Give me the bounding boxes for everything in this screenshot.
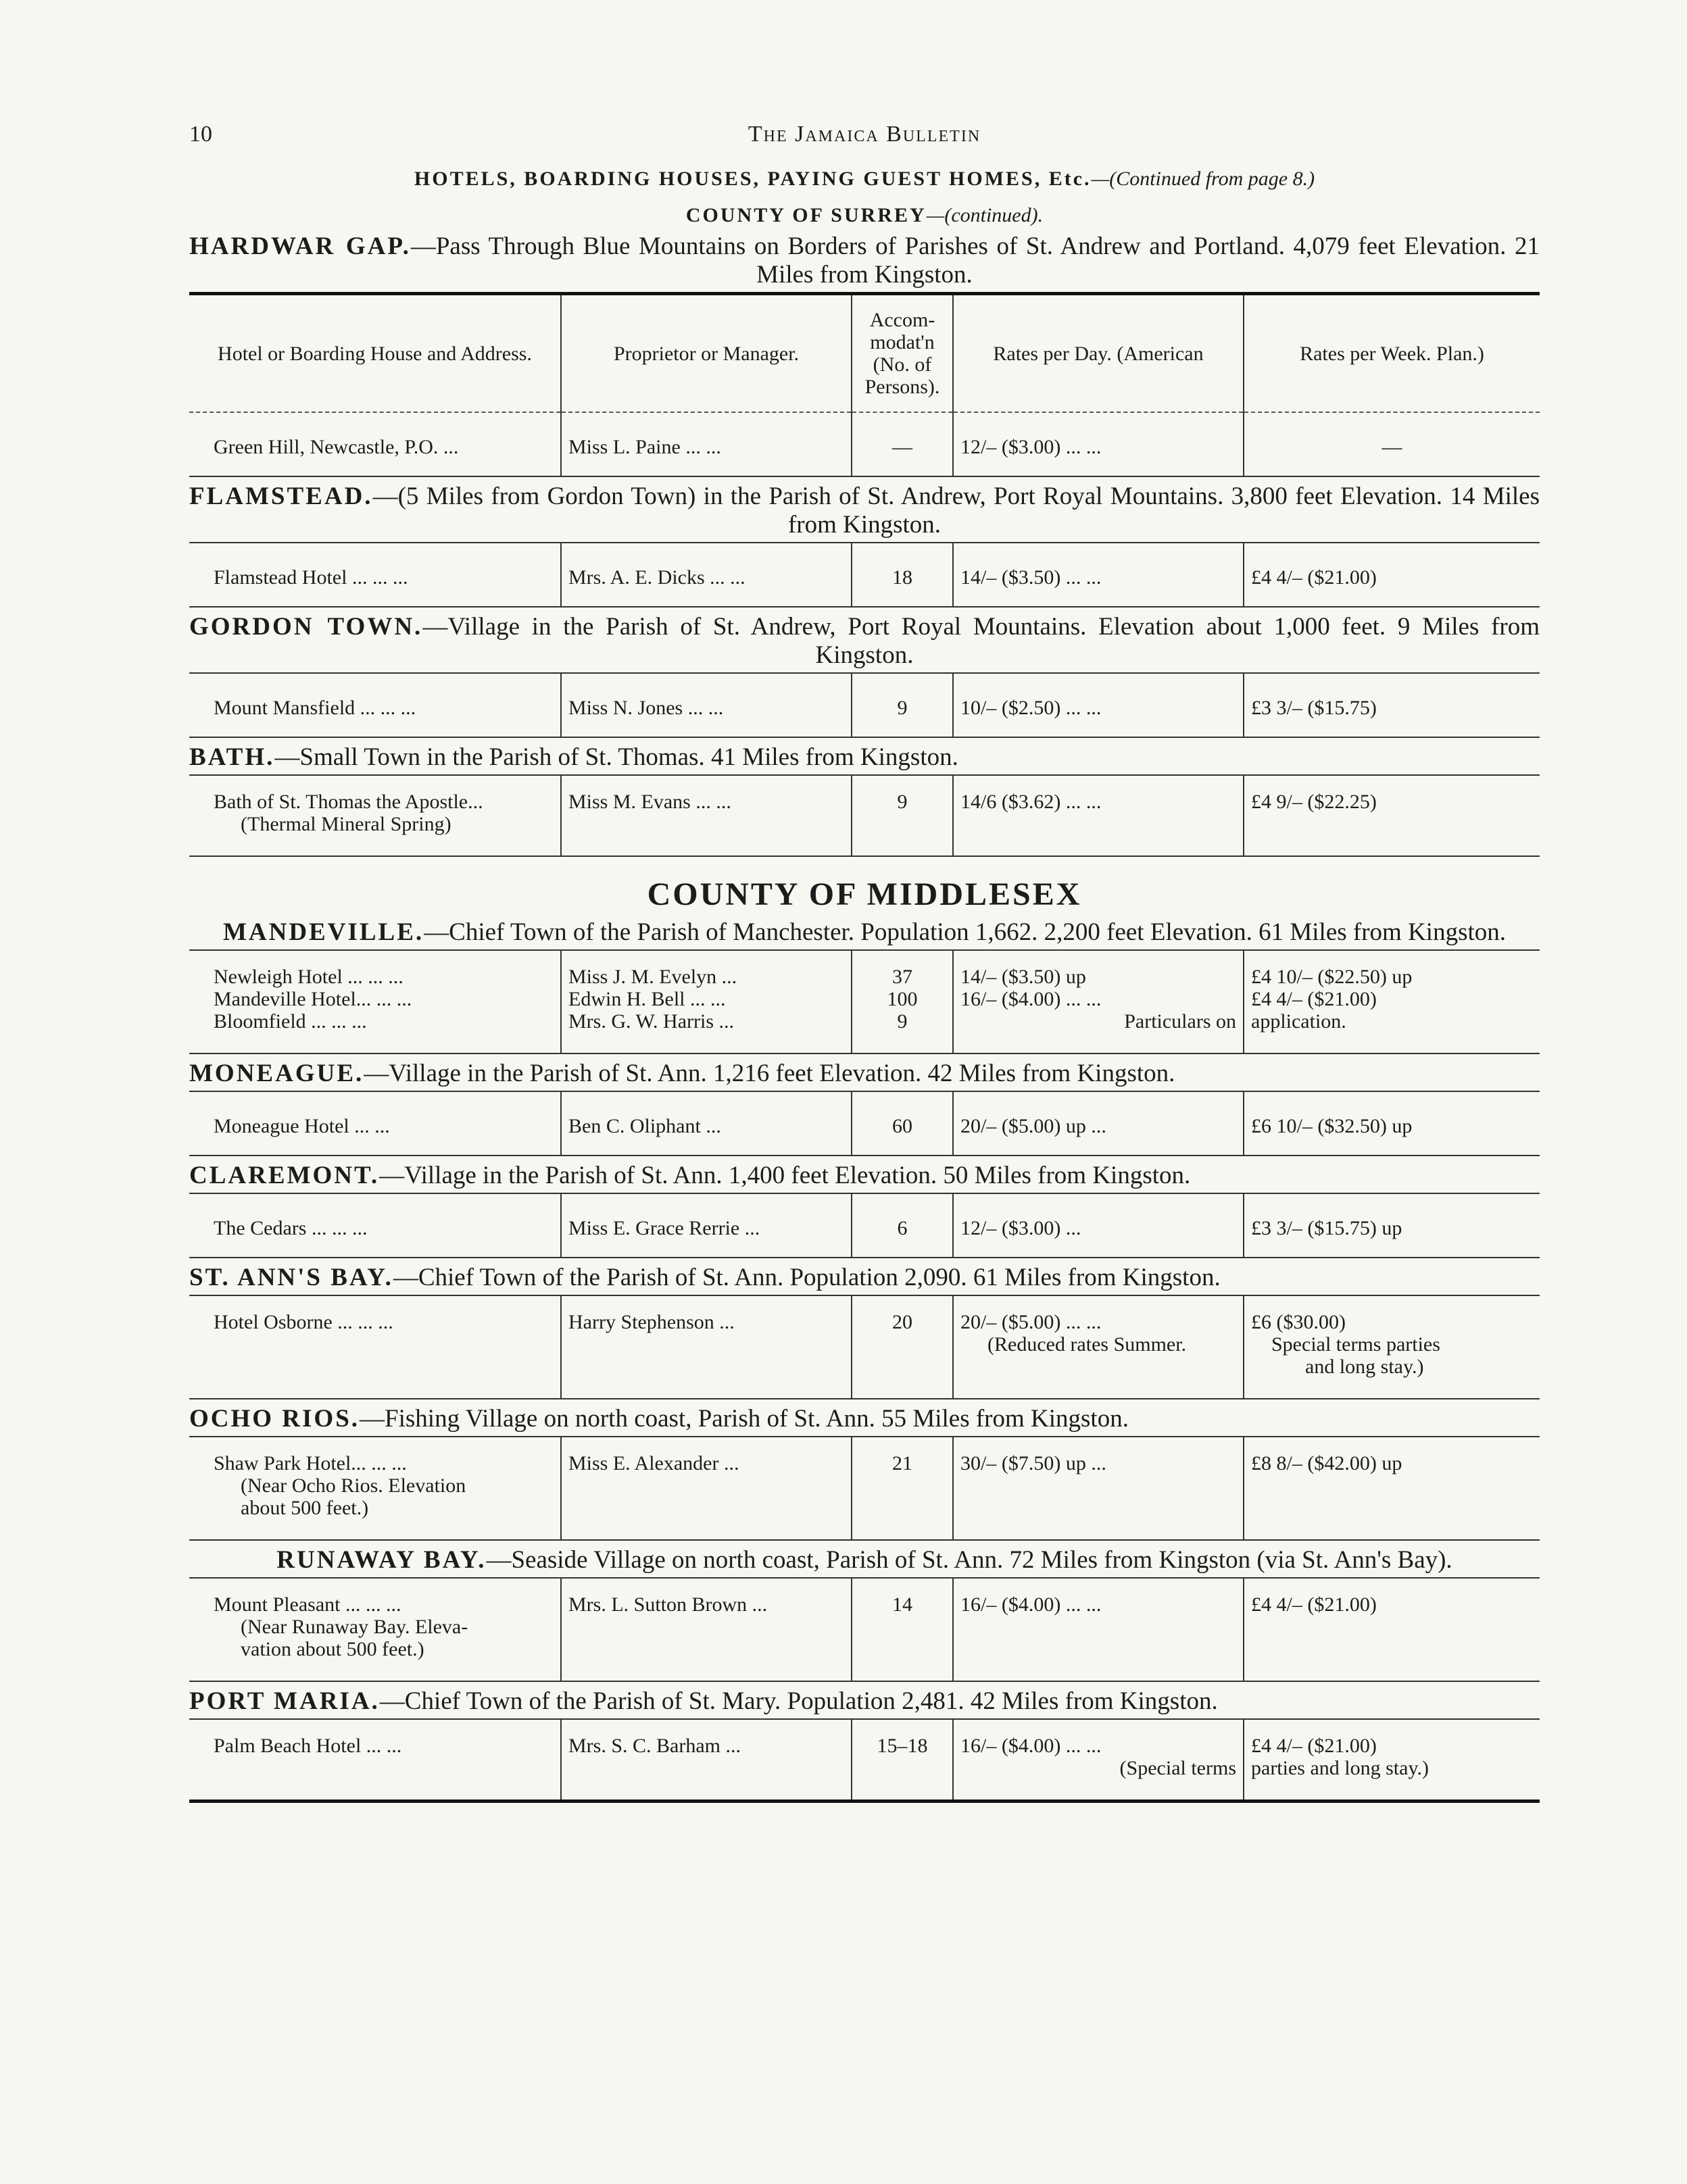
accommodation: 9 <box>852 776 953 856</box>
section-heading <box>189 743 1540 776</box>
proprietor-name: Miss J. M. Evelyn ... <box>568 966 737 988</box>
section-bath <box>189 743 1540 857</box>
proprietor-cell <box>561 951 852 1053</box>
section-runaway-bay <box>189 1546 1540 1682</box>
section-claremont <box>189 1162 1540 1258</box>
rate-note: Special terms parties <box>1271 1333 1440 1356</box>
rate-per-week: — <box>1244 413 1540 476</box>
table-row <box>189 1296 1540 1399</box>
accommodation: 6 <box>852 1194 953 1258</box>
rate-per-day: 14/6 ($3.62) ... ... <box>953 776 1244 856</box>
place-description: —Chief Town of the Parish of St. Ann. Population 2,090. 61 Miles from Kingston. <box>393 1264 1221 1291</box>
section-mandeville <box>189 918 1540 1054</box>
place-description: —(5 Miles from Gordon Town) in the Parish of St. Andrew, Port Royal Mountains. 3,800 feet Elevation. 14 Miles from Kingston. <box>372 482 1540 539</box>
hotel-name: Green Hill, Newcastle, P.O. ... <box>214 436 459 458</box>
proprietor-name: Miss M. Evans ... ... <box>561 776 852 856</box>
rate-per-day: Particulars on <box>1124 1010 1236 1033</box>
rate-per-week: £6 10/– ($32.50) up <box>1244 1092 1540 1156</box>
rate-per-day: 20/– ($5.00) ... ... <box>960 1311 1102 1333</box>
accommodation: 100 <box>887 988 918 1010</box>
accommodation: 18 <box>852 543 953 607</box>
accommodation: 9 <box>852 674 953 737</box>
rate-per-day: 14/– ($3.50) up <box>960 966 1086 988</box>
proprietor-name: Miss E. Grace Rerrie ... <box>561 1194 852 1258</box>
section-heading <box>189 1060 1540 1092</box>
accommodation: 20 <box>852 1296 953 1399</box>
place-name: GORDON TOWN. <box>189 613 423 641</box>
rate-per-day: 12/– ($3.00) ... ... <box>953 413 1244 476</box>
table-row <box>189 1092 1540 1156</box>
section-heading <box>189 1546 1540 1579</box>
place-name: ST. ANN'S BAY. <box>189 1264 393 1291</box>
rate-per-day: 16/– ($4.00) ... ... <box>960 988 1102 1010</box>
table-row <box>189 776 1540 857</box>
hotel-name: Palm Beach Hotel ... ... <box>214 1735 402 1757</box>
hotel-note: (Near Runaway Bay. Eleva- <box>241 1616 468 1638</box>
rate-per-week: £4 10/– ($22.50) up <box>1251 966 1413 988</box>
rate-per-week: £3 3/– ($15.75) <box>1244 674 1540 737</box>
section-flamstead <box>189 482 1540 607</box>
hotel-note: vation about 500 feet.) <box>241 1638 424 1660</box>
rate-per-week: £8 8/– ($42.00) up <box>1244 1437 1540 1540</box>
place-description: —Chief Town of the Parish of Manchester. Population 1,662. 2,200 feet Elevation. 61 Miles from Kingston. <box>424 918 1507 946</box>
accommodation: — <box>852 413 953 476</box>
proprietor-name: Mrs. L. Sutton Brown ... <box>561 1579 852 1681</box>
col-header-rates-day: Rates per Day. (American <box>953 295 1244 412</box>
section-port-maria <box>189 1687 1540 1803</box>
hotel-name: Hotel Osborne ... ... ... <box>214 1311 393 1333</box>
rate-per-day: 30/– ($7.50) up ... <box>953 1437 1244 1540</box>
section-heading <box>189 482 1540 543</box>
table-row <box>189 413 1540 477</box>
col-header-hotel: Hotel or Boarding House and Address. <box>218 342 532 365</box>
bulletin-page <box>189 122 1540 1803</box>
place-description: —Village in the Parish of St. Andrew, Port Royal Mountains. Elevation about 1,000 feet. 9 Miles from Kingston. <box>422 613 1540 669</box>
place-description: —Village in the Parish of St. Ann. 1,216 feet Elevation. 42 Miles from Kingston. <box>364 1060 1175 1087</box>
section-gordon-town <box>189 613 1540 738</box>
accommodation: 15–18 <box>852 1720 953 1802</box>
table-header <box>189 295 1540 413</box>
section-heading <box>189 1405 1540 1437</box>
rate-week-cell <box>1244 1296 1540 1399</box>
place-description: —Chief Town of the Parish of St. Mary. Population 2,481. 42 Miles from Kingston. <box>379 1687 1218 1715</box>
section-st-anns-bay <box>189 1264 1540 1399</box>
rate-per-week: £4 9/– ($22.25) <box>1244 776 1540 856</box>
place-name: OCHO RIOS. <box>189 1405 360 1433</box>
section-heading <box>189 1687 1540 1720</box>
county-surrey-continued: —(continued). <box>926 204 1044 226</box>
county-surrey-heading <box>189 204 1540 227</box>
rate-per-week: £4 4/– ($21.00) <box>1244 1579 1540 1681</box>
hotel-name: Bath of St. Thomas the Apostle... <box>214 791 483 813</box>
listing-title-main: HOTELS, BOARDING HOUSES, PAYING GUEST HOMES, Etc. <box>414 168 1092 190</box>
section-heading <box>189 232 1540 295</box>
place-description: —Small Town in the Parish of St. Thomas. 41 Miles from Kingston. <box>274 743 958 771</box>
section-heading <box>189 918 1540 951</box>
table-row <box>189 1720 1540 1803</box>
rate-per-week: £6 ($30.00) <box>1251 1311 1346 1333</box>
hotel-name: Moneague Hotel ... ... <box>214 1115 390 1137</box>
place-name: RUNAWAY BAY. <box>276 1546 487 1574</box>
place-description: —Village in the Parish of St. Ann. 1,400 feet Elevation. 50 Miles from Kingston. <box>379 1162 1191 1189</box>
rate-week-cell <box>1244 1720 1540 1802</box>
proprietor-name: Miss L. Paine ... ... <box>561 413 852 476</box>
hotel-note: (Near Ocho Rios. Elevation <box>241 1474 466 1497</box>
hotel-name: The Cedars ... ... ... <box>214 1217 368 1239</box>
hotel-note: (Thermal Mineral Spring) <box>241 813 451 835</box>
table-row <box>189 1194 1540 1258</box>
proprietor-name: Mrs. A. E. Dicks ... ... <box>561 543 852 607</box>
rate-per-week: £3 3/– ($15.75) up <box>1244 1194 1540 1258</box>
hotel-cell <box>189 1437 561 1540</box>
listing-title-continued: —(Continued from page 8.) <box>1091 168 1315 190</box>
proprietor-name: Miss E. Alexander ... <box>561 1437 852 1540</box>
section-heading <box>189 613 1540 674</box>
accommodation-cell <box>852 951 953 1053</box>
accommodation: 60 <box>852 1092 953 1156</box>
accommodation: 14 <box>852 1579 953 1681</box>
rate-note: and long stay.) <box>1305 1356 1424 1378</box>
hotel-name: Mount Mansfield ... ... ... <box>214 697 416 719</box>
proprietor-name: Mrs. S. C. Barham ... <box>561 1720 852 1802</box>
rate-per-week: application. <box>1251 1010 1346 1033</box>
proprietor-name: Edwin H. Bell ... ... <box>568 988 726 1010</box>
place-name: PORT MARIA. <box>189 1687 380 1715</box>
place-name: BATH. <box>189 743 275 771</box>
rate-per-day: 12/– ($3.00) ... <box>953 1194 1244 1258</box>
rate-day-cell <box>953 951 1244 1053</box>
county-surrey-label: COUNTY OF SURREY <box>685 204 927 226</box>
table-row <box>189 1437 1540 1541</box>
place-description: —Fishing Village on north coast, Parish of St. Ann. 55 Miles from Kingston. <box>360 1405 1129 1433</box>
rate-per-day: 10/– ($2.50) ... ... <box>953 674 1244 737</box>
table-row <box>189 674 1540 738</box>
hotel-name: Bloomfield ... ... ... <box>214 1010 367 1033</box>
section-heading <box>189 1162 1540 1194</box>
accommodation: 21 <box>852 1437 953 1540</box>
rate-per-week: £4 4/– ($21.00) <box>1251 1735 1377 1757</box>
hotel-cell <box>189 776 561 856</box>
section-ocho-rios <box>189 1405 1540 1541</box>
col-header-accommodation: Accom-modat'n (No. of Persons). <box>852 295 953 412</box>
rate-per-day: 16/– ($4.00) ... ... <box>953 1579 1244 1681</box>
hotel-note: about 500 feet.) <box>241 1497 369 1519</box>
accommodation: 9 <box>897 1010 908 1033</box>
hotel-name: Newleigh Hotel ... ... ... <box>214 966 404 988</box>
proprietor-name: Ben C. Oliphant ... <box>561 1092 852 1156</box>
rate-per-week: £4 4/– ($21.00) <box>1251 988 1377 1010</box>
rate-day-cell <box>953 1720 1244 1802</box>
place-description: —Seaside Village on north coast, Parish of St. Ann. 72 Miles from Kingston (via St. Ann's Bay). <box>486 1546 1452 1574</box>
section-heading <box>189 1264 1540 1296</box>
proprietor-name: Harry Stephenson ... <box>561 1296 852 1399</box>
place-name: MANDEVILLE. <box>222 918 424 946</box>
place-description: —Pass Through Blue Mountains on Borders of Parishes of St. Andrew and Portland. 4,079 feet Elevation. 21 Miles from Kingston. <box>410 232 1540 289</box>
running-head <box>189 122 1540 162</box>
hotel-name: Mount Pleasant ... ... ... <box>214 1593 401 1616</box>
hotel-cell <box>189 1579 561 1681</box>
place-name: MONEAGUE. <box>189 1060 364 1087</box>
rate-note: (Reduced rates Summer. <box>987 1333 1187 1356</box>
rate-per-day: 16/– ($4.00) ... ... <box>960 1735 1102 1757</box>
page-number: 10 <box>189 122 212 147</box>
hotel-cell <box>189 951 561 1053</box>
place-name: CLAREMONT. <box>189 1162 380 1189</box>
table-row <box>189 543 1540 607</box>
county-middlesex-heading: COUNTY OF MIDDLESEX <box>647 876 1082 912</box>
rate-note: (Special terms <box>1119 1757 1236 1779</box>
col-header-rates-week: Rates per Week. Plan.) <box>1244 295 1540 412</box>
place-name: HARDWAR GAP. <box>189 232 411 260</box>
hotel-name: Mandeville Hotel... ... ... <box>214 988 412 1010</box>
rate-per-day: 14/– ($3.50) ... ... <box>953 543 1244 607</box>
hotel-name: Shaw Park Hotel... ... ... <box>214 1452 407 1474</box>
rate-note: parties and long stay.) <box>1251 1757 1429 1779</box>
col-header-proprietor: Proprietor or Manager. <box>561 295 852 412</box>
hotel-name: Flamstead Hotel ... ... ... <box>214 566 408 589</box>
section-moneague <box>189 1060 1540 1156</box>
rate-per-week: £4 4/– ($21.00) <box>1244 543 1540 607</box>
accommodation: 37 <box>892 966 912 988</box>
listing-title <box>189 168 1540 191</box>
rate-per-day: 20/– ($5.00) up ... <box>953 1092 1244 1156</box>
proprietor-name: Miss N. Jones ... ... <box>561 674 852 737</box>
section-hardwar-gap <box>189 232 1540 477</box>
proprietor-name: Mrs. G. W. Harris ... <box>568 1010 734 1033</box>
rate-day-cell <box>953 1296 1244 1399</box>
table-row <box>189 1579 1540 1682</box>
rate-week-cell <box>1244 951 1540 1053</box>
place-name: FLAMSTEAD. <box>189 482 373 510</box>
journal-title: The Jamaica Bulletin <box>748 122 981 147</box>
table-row <box>189 951 1540 1054</box>
